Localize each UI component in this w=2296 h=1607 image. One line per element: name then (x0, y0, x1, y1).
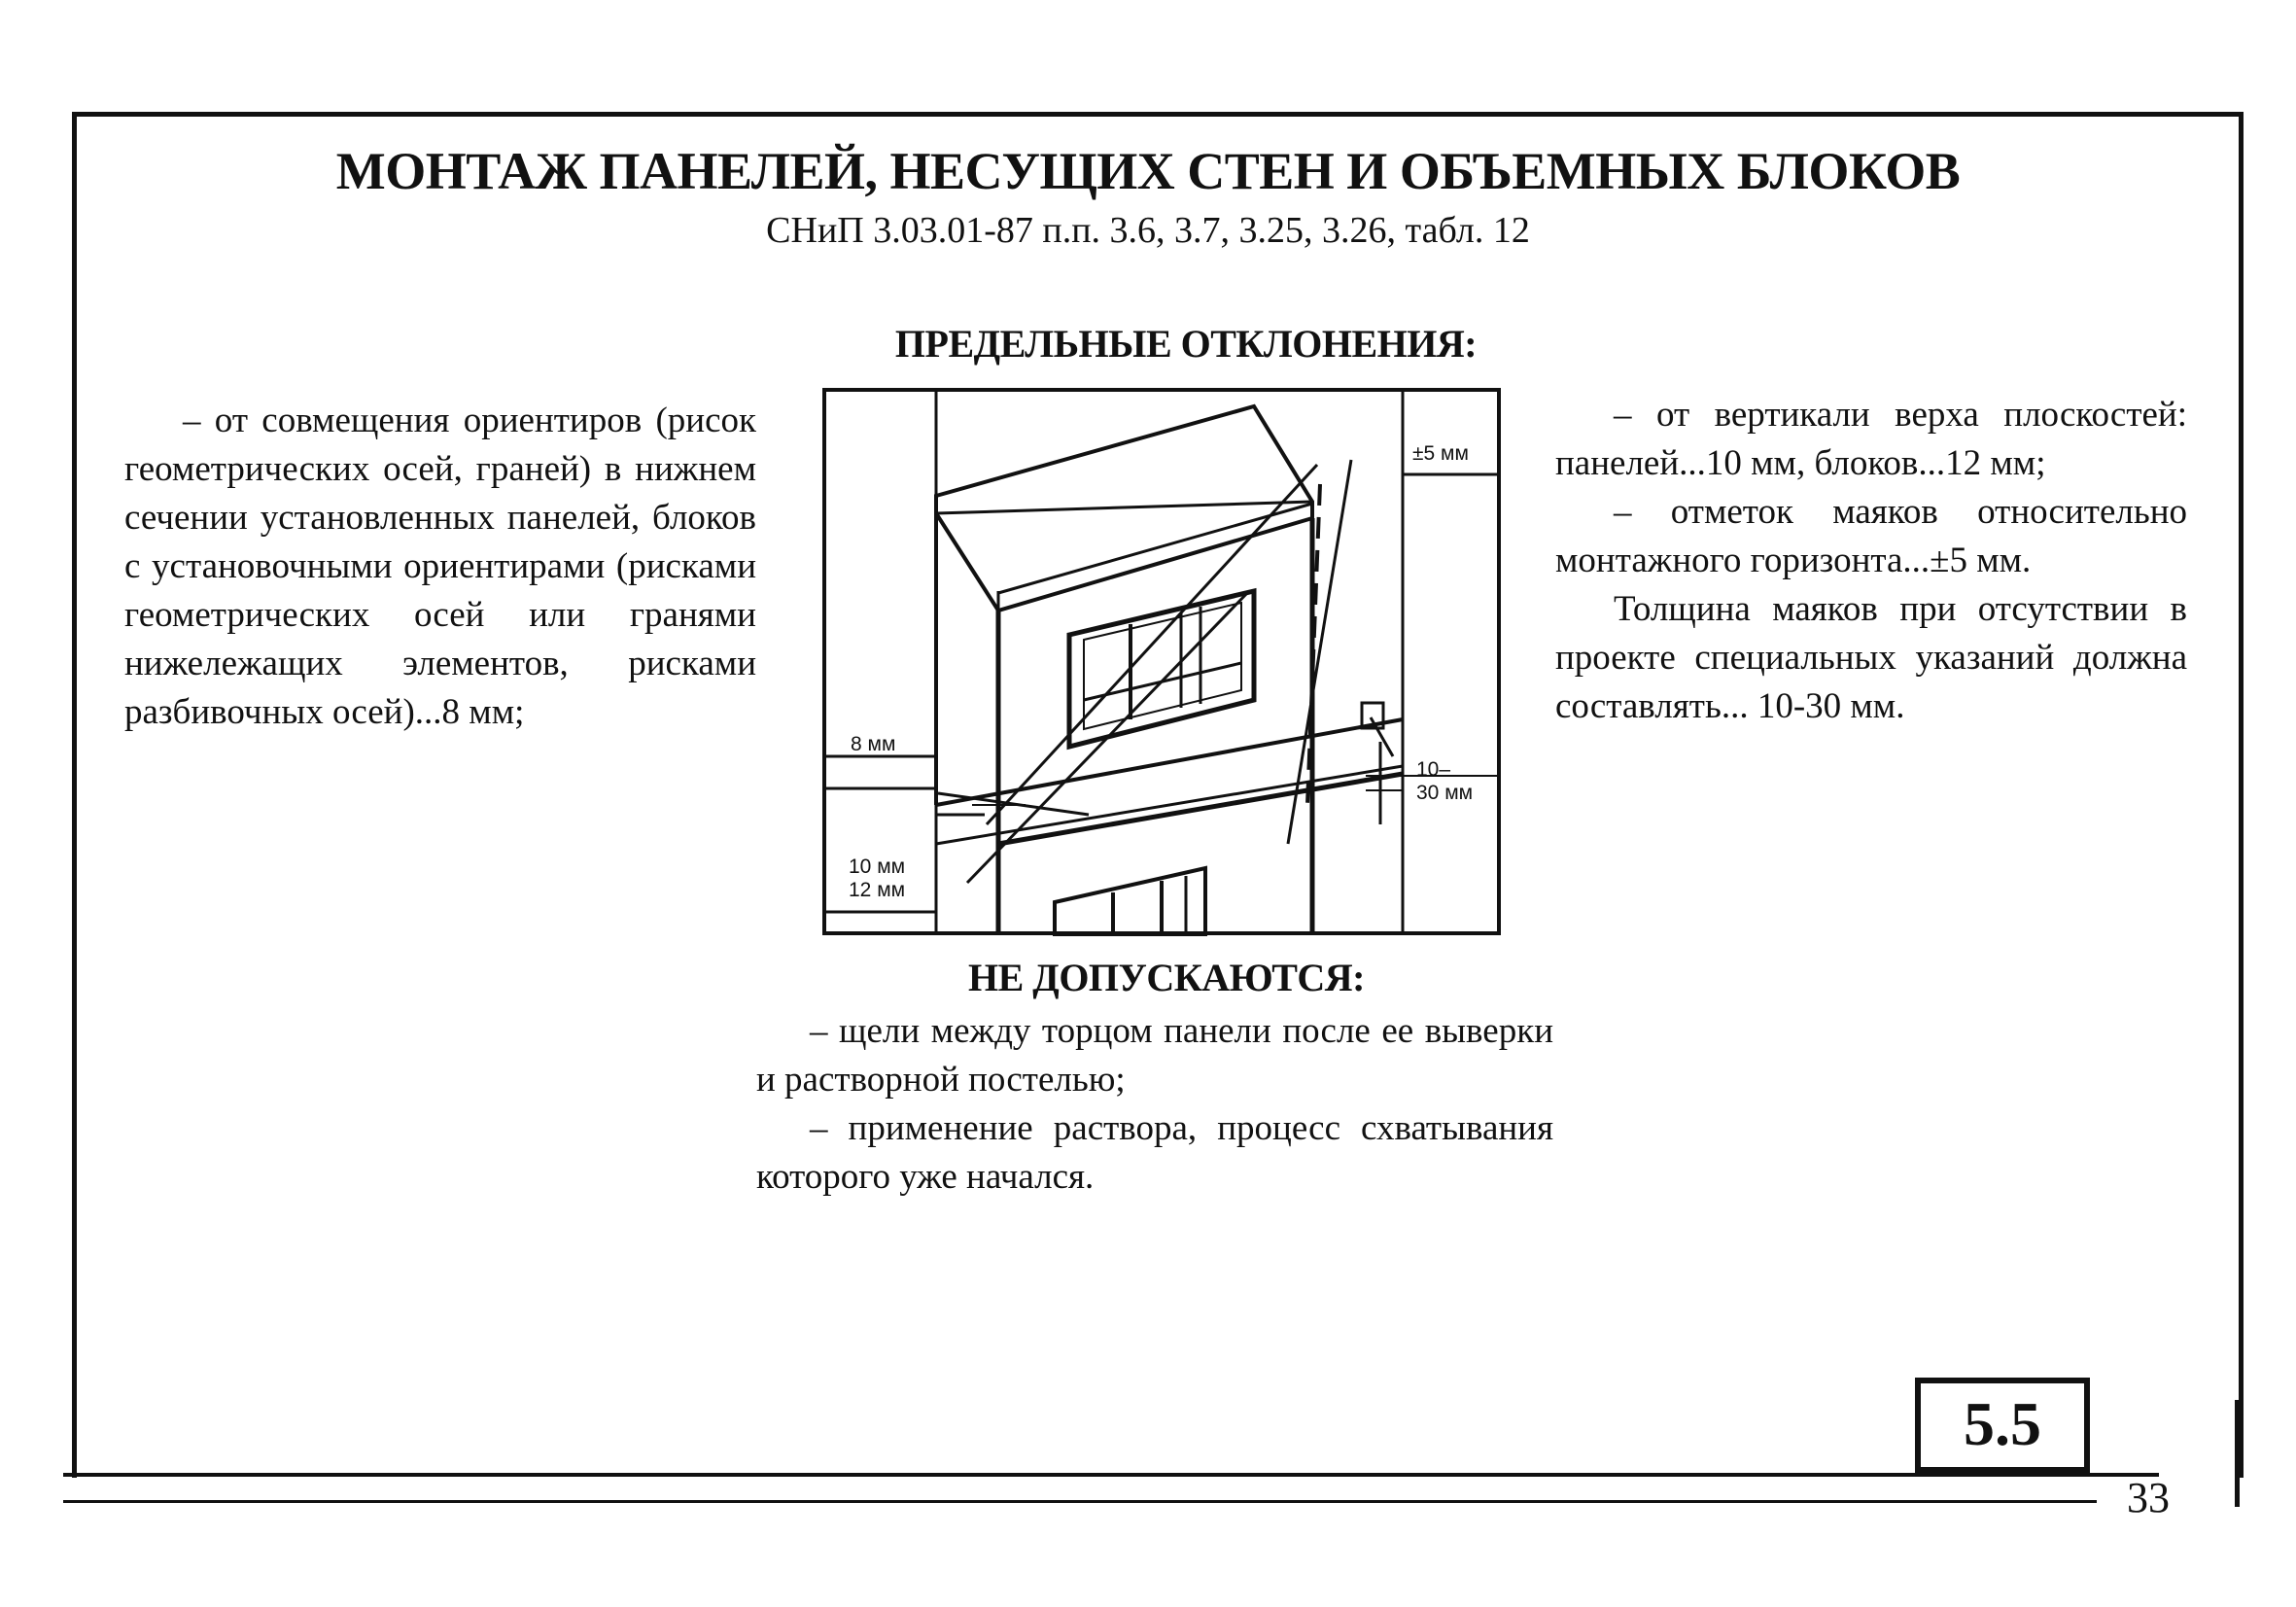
label-30mm: 30 мм (1416, 782, 1474, 804)
frame-right-edge (2235, 1400, 2240, 1507)
label-10-dash: 10– (1416, 758, 1451, 781)
frame-bottom-line (63, 1473, 2159, 1477)
limit-text-left: – от совмещения ориентиров (рисок геометрических осей, граней) в нижнем сечении установленных панелей, блоков с установочными ориентирами (рисками геометрических осей или гранями нижележащих элементов, рисками разбивочных осей)...8 мм; (124, 401, 756, 732)
label-8mm: 8 мм (851, 733, 896, 755)
limit-item-beacon-thickness: Толщина маяков при отсутствии в проекте специальных указаний должна составлять... 10-30 мм. (1555, 589, 2187, 726)
footer-rule (63, 1500, 2097, 1503)
forbidden-list (756, 1007, 1553, 1202)
norm-reference: СНиП 3.03.01-87 п.п. 3.6, 3.7, 3.25, 3.26, табл. 12 (766, 210, 1530, 251)
forbidden-heading: НЕ ДОПУСКАЮТСЯ: (968, 956, 1365, 999)
forbidden-item-gaps: – щели между торцом панели после ее выверки и растворной постелью; (756, 1011, 1553, 1100)
left-column (124, 397, 756, 737)
label-12mm: 12 мм (849, 879, 906, 901)
right-column (1555, 391, 2187, 731)
page-title: МОНТАЖ ПАНЕЛЕЙ, НЕСУЩИХ СТЕН И ОБЪЕМНЫХ БЛОКОВ (335, 142, 1961, 200)
limits-heading: ПРЕДЕЛЬНЫЕ ОТКЛОНЕНИЯ: (894, 322, 1478, 366)
limit-item-verticality: – от вертикали верха плоскостей: панелей...10 мм, блоков...12 мм; (1555, 395, 2187, 483)
limit-item-beacons: – отметок маяков относительно монтажного горизонта...±5 мм. (1555, 492, 2187, 580)
section-badge: 5.5 (1915, 1378, 2090, 1473)
forbidden-item-mortar: – применение раствора, процесс схватывания которого уже начался. (756, 1108, 1553, 1197)
building-diagram (821, 387, 1502, 936)
page-number: 33 (2127, 1474, 2170, 1521)
label-10mm: 10 мм (849, 856, 906, 878)
label-plus-minus-5: ±5 мм (1412, 442, 1469, 465)
